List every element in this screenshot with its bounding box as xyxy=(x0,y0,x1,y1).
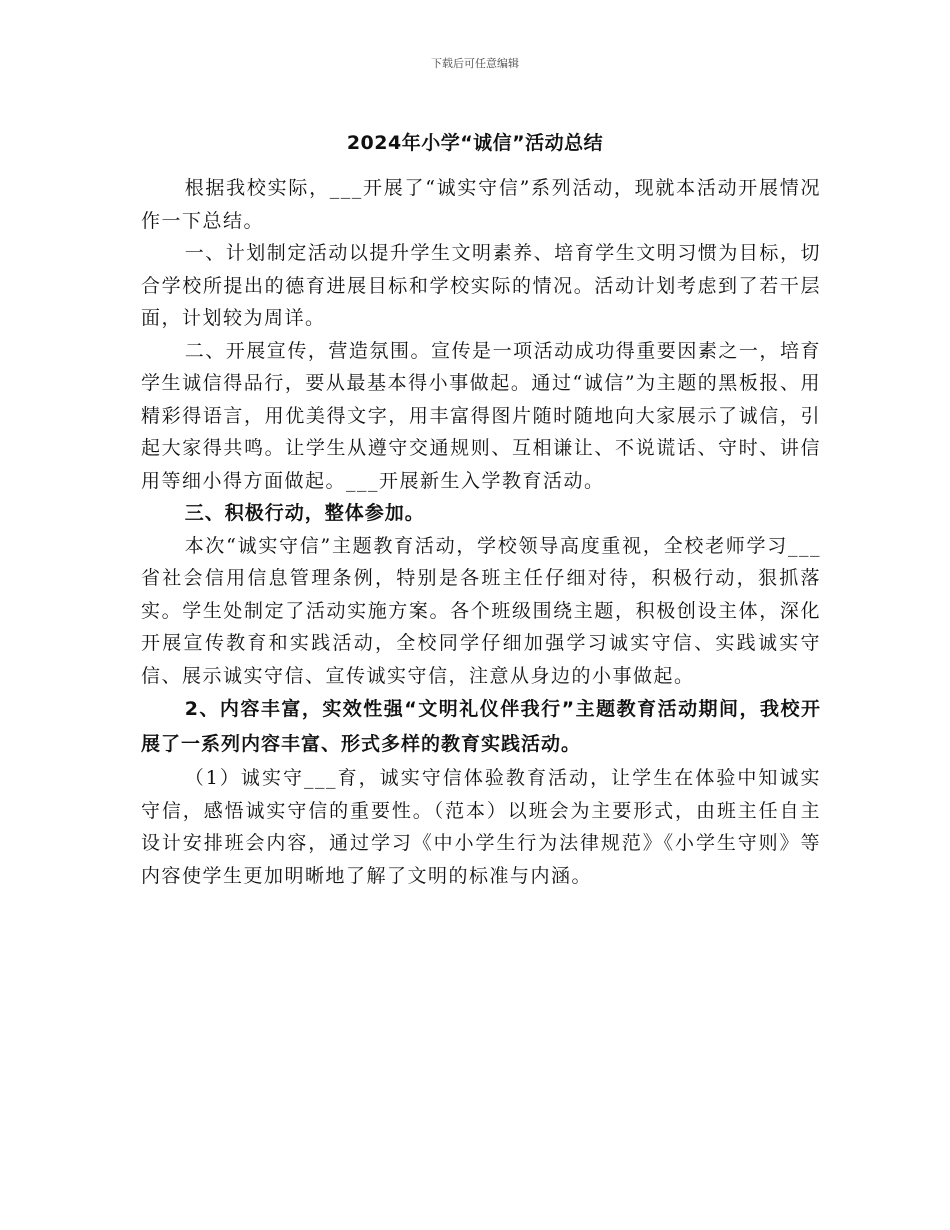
heading-section-3: 三、积极行动，整体参加。 xyxy=(184,502,425,524)
heading-content-rich: 2、内容丰富，实效性强“文明礼仪伴我行”主题教育活动期间，我校开展了一系列内容丰富、形式多样的教育实践活动。 xyxy=(141,698,821,755)
paragraph-section-2: 二、开展宣传，营造氛围。宣传是一项活动成功得重要因素之一，培育学生诚信得品行，要从最基本得小事做起。通过“诚信”为主题的黑板报、用精彩得语言，用优美得文字，用丰富得图片随时随地向大家展示了诚信，引起大家得共鸣。让学生从遵守交通规则、互相谦让、不说谎话、守时、讲信用等细小得方面做起。___开展新生入学教育活动。 xyxy=(141,339,821,492)
paragraph-intro: 根据我校实际，___开展了“诚实守信”系列活动，现就本活动开展情况作一下总结。 xyxy=(141,177,821,232)
paragraph-section-1: 一、计划制定活动以提升学生文明素养、培育学生文明习惯为目标，切合学校所提出的德育进展目标和学校实际的情况。活动计划考虑到了若干层面，计划较为周详。 xyxy=(141,242,821,329)
paragraph-section-3: 本次“诚实守信”主题教育活动，学校领导高度重视，全校老师学习___省社会信用信息管理条例，特别是各班主任仔细对待，积极行动，狠抓落实。学生处制定了活动实施方案。各个班级围绕主题，积极创设主体，深化开展宣传教育和实践活动，全校同学仔细加强学习诚实守信、实践诚实守信、展示诚实守信、宣传诚实守信，注意从身边的小事做起。 xyxy=(141,534,821,687)
document-title: 2024年小学“诚信”活动总结 xyxy=(346,132,604,154)
page-header-note: 下载后可任意编辑 xyxy=(431,57,519,70)
paragraph-item-1: （1）诚实守___育，诚实守信体验教育活动，让学生在体验中知诚实守信，感悟诚实守信的重要性。（范本）以班会为主要形式，由班主任自主设计安排班会内容，通过学习《中小学生行为法律规范》《小学生守则》等内容使学生更加明晰地了解了文明的标准与内涵。 xyxy=(141,767,821,887)
document-body xyxy=(141,172,821,892)
